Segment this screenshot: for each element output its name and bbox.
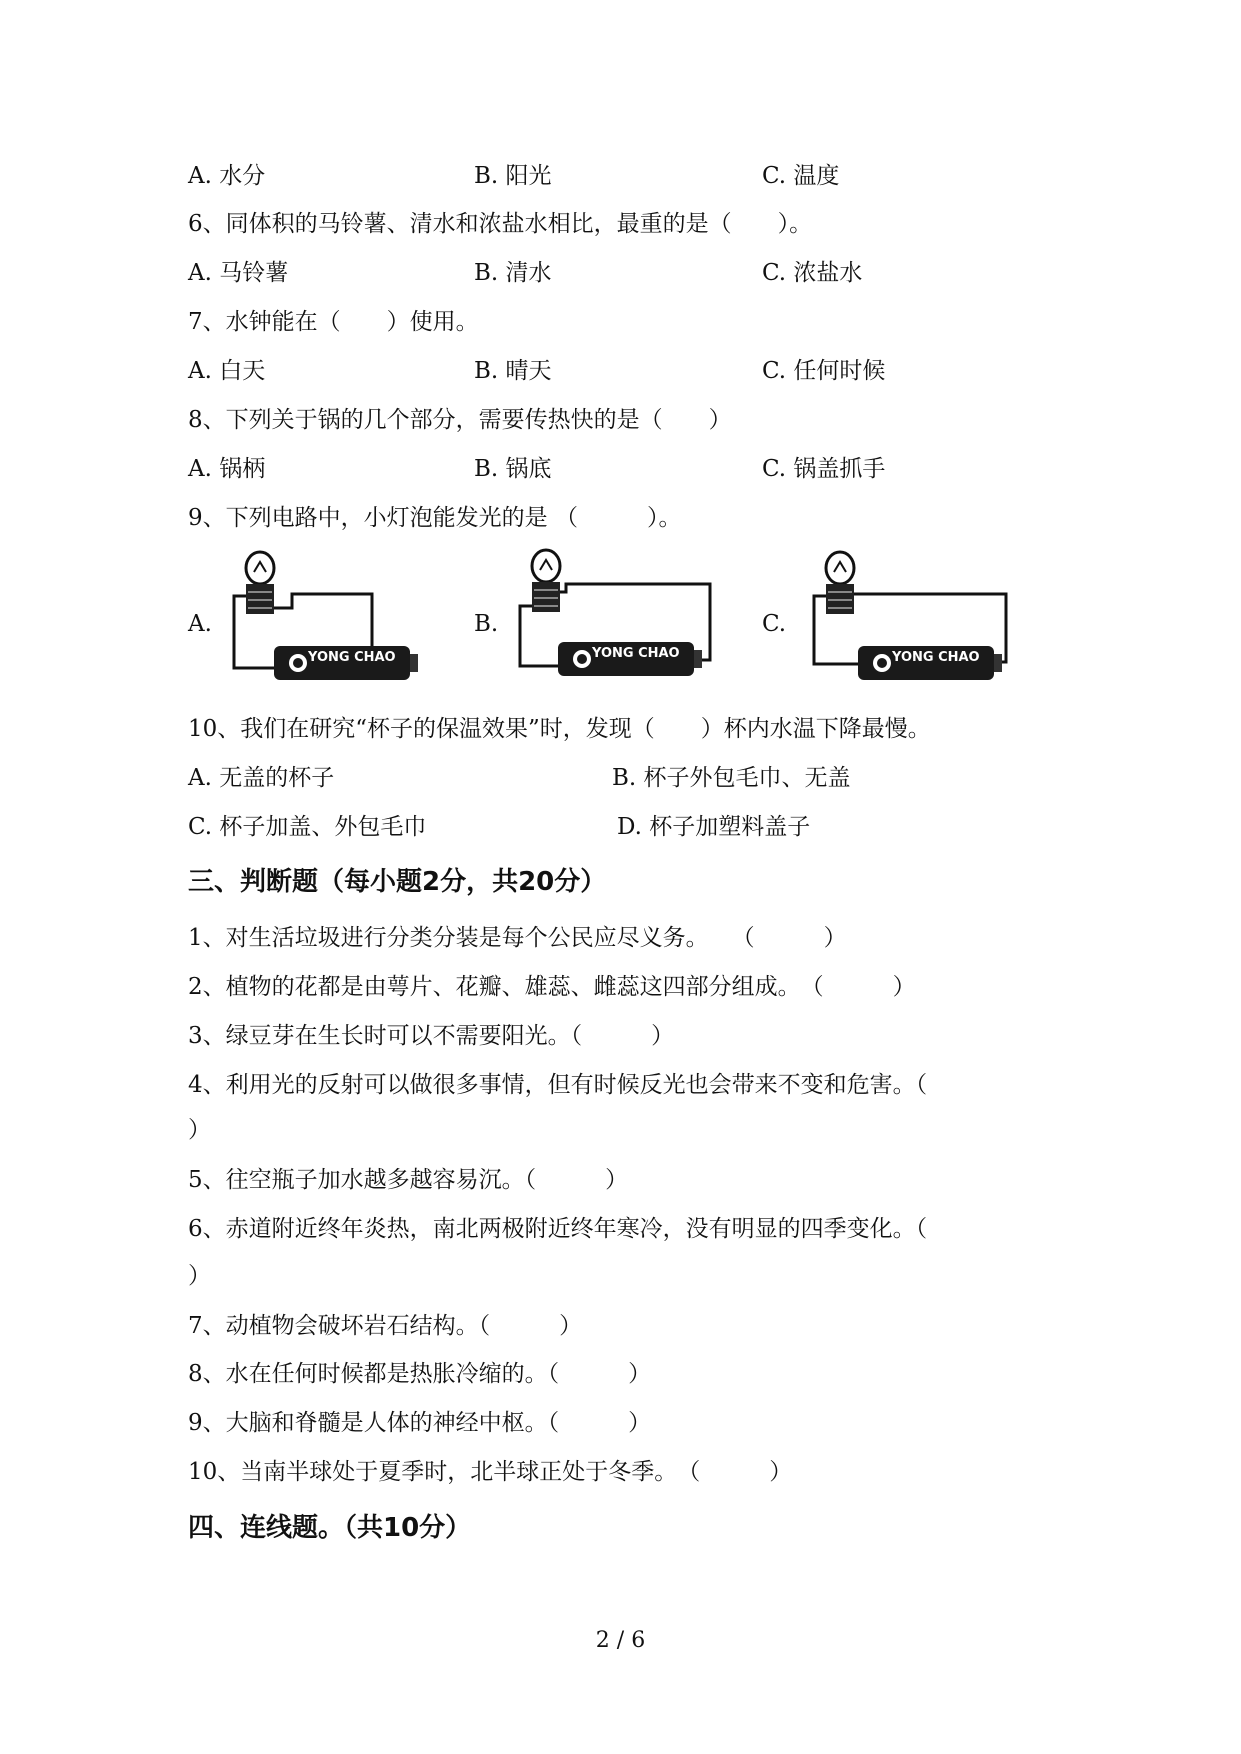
section4-title: 四、连线题。（共10分） bbox=[188, 1513, 472, 1543]
q6-option-a: A. 马铃薯 bbox=[188, 260, 289, 286]
q10-option-a: A. 无盖的杯子 bbox=[188, 765, 335, 791]
q7-option-c: C. 任何时候 bbox=[762, 358, 886, 384]
battery-label-b: YONG CHAO bbox=[592, 646, 680, 661]
q8-option-b: B. 锅底 bbox=[474, 456, 552, 482]
q8-option-c: C. 锅盖抓手 bbox=[762, 456, 886, 482]
q7-stem: 7、水钟能在（ ）使用。 bbox=[188, 309, 479, 335]
judgement-item-3: 3、绿豆芽在生长时可以不需要阳光。（ ） bbox=[188, 1023, 675, 1049]
judgement-item-8: 8、水在任何时候都是热胀冷缩的。（ ） bbox=[188, 1361, 652, 1387]
q7-option-b: B. 晴天 bbox=[474, 358, 552, 384]
circuit-diagram-b bbox=[512, 548, 718, 678]
q9-label-b: B. bbox=[474, 611, 499, 637]
q5-option-c: C. 温度 bbox=[762, 163, 840, 189]
q5-option-a: A. 水分 bbox=[188, 163, 266, 189]
q5-option-b: B. 阳光 bbox=[474, 163, 552, 189]
judgement-item-9: 9、大脑和脊髓是人体的神经中枢。（ ） bbox=[188, 1410, 652, 1436]
q9-label-a: A. bbox=[188, 611, 212, 637]
circuit-diagram-c bbox=[806, 550, 1016, 680]
judgement-item-1: 1、对生活垃圾进行分类分装是每个公民应尽义务。 （ ） bbox=[188, 925, 847, 951]
judgement-item-10: 10、当南半球处于夏季时，北半球正处于冬季。 （ ） bbox=[188, 1459, 793, 1485]
q10-option-b: B. 杯子外包毛巾、无盖 bbox=[612, 765, 851, 791]
q6-option-b: B. 清水 bbox=[474, 260, 552, 286]
judgement-item-4-cont: ） bbox=[188, 1117, 211, 1143]
q8-stem: 8、下列关于锅的几个部分，需要传热快的是（ ） bbox=[188, 407, 732, 433]
judgement-item-5: 5、往空瓶子加水越多越容易沉。（ ） bbox=[188, 1167, 629, 1193]
q6-option-c: C. 浓盐水 bbox=[762, 260, 863, 286]
q10-option-d: D. 杯子加塑料盖子 bbox=[617, 814, 811, 840]
battery-label-c: YONG CHAO bbox=[892, 650, 980, 665]
page-number: 2 / 6 bbox=[595, 1628, 646, 1653]
q10-option-c: C. 杯子加盖、外包毛巾 bbox=[188, 814, 427, 840]
q8-option-a: A. 锅柄 bbox=[188, 456, 266, 482]
circuit-diagram-a bbox=[226, 550, 426, 680]
q9-label-c: C. bbox=[762, 611, 787, 637]
judgement-item-7: 7、动植物会破坏岩石结构。（ ） bbox=[188, 1313, 583, 1339]
judgement-item-4: 4、利用光的反射可以做很多事情，但有时候反光也会带来不变和危害。（ bbox=[188, 1072, 928, 1098]
battery-label-a: YONG CHAO bbox=[308, 650, 396, 665]
judgement-item-6: 6、赤道附近终年炎热，南北两极附近终年寒冷，没有明显的四季变化。（ bbox=[188, 1216, 928, 1242]
q9-stem: 9、下列电路中，小灯泡能发光的是 （ ）。 bbox=[188, 505, 682, 531]
section3-title: 三、判断题（每小题2分，共20分） bbox=[188, 867, 607, 897]
judgement-item-6-cont: ） bbox=[188, 1263, 211, 1289]
judgement-item-2: 2、植物的花都是由萼片、花瓣、雄蕊、雌蕊这四部分组成。 （ ） bbox=[188, 974, 916, 1000]
q6-stem: 6、同体积的马铃薯、清水和浓盐水相比，最重的是（ ）。 bbox=[188, 211, 813, 237]
q10-stem: 10、我们在研究“杯子的保温效果”时，发现（ ）杯内水温下降最慢。 bbox=[188, 716, 931, 742]
q7-option-a: A. 白天 bbox=[188, 358, 266, 384]
